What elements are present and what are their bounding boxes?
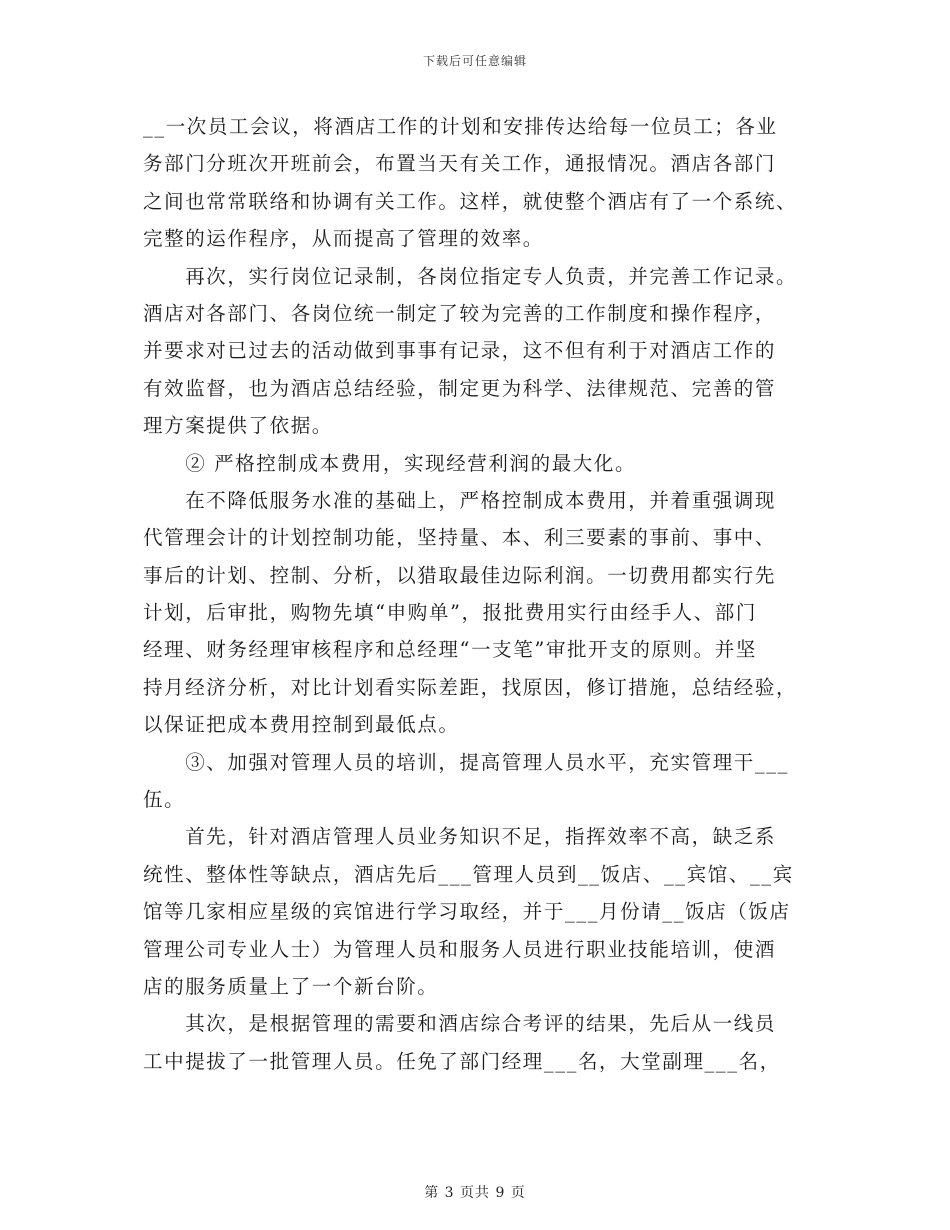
page-header-note: 下载后可任意编辑 xyxy=(422,54,527,68)
text-line: 理方案提供了依据。 xyxy=(143,414,333,438)
text-line: 工中提拔了一批管理人员。任免了部门经理___名，大堂副理___名， xyxy=(143,1049,781,1073)
text-line: 首先，针对酒店管理人员业务知识不足，指挥效率不高，缺乏系 xyxy=(143,825,777,849)
text-line: __一次员工会议，将酒店工作的计划和安排传达给每一位员工；各业 xyxy=(143,115,778,138)
text-line: 再次，实行岗位记录制，各岗位指定专人负责，并完善工作记录。 xyxy=(143,264,798,288)
text-line: 计划，后审批，购物先填“申购单”，报批费用实行由经手人、部门 xyxy=(143,601,757,625)
section-heading: ② 严格控制成本费用，实现经营利润的最大化。 xyxy=(143,451,637,475)
text-line: 务部门分班次开班前会，布置当天有关工作，通报情况。酒店各部门 xyxy=(143,152,777,176)
section-heading: ③、加强对管理人员的培训，提高管理人员水平，充实管理干___ xyxy=(143,750,789,774)
text-line: 酒店对各部门、各岗位统一制定了较为完善的工作制度和操作程序， xyxy=(143,301,777,325)
document-body xyxy=(143,108,815,1080)
text-line: 以保证把成本费用控制到最低点。 xyxy=(143,713,460,737)
text-line: 有效监督，也为酒店总结经验，制定更为科学、法律规范、完善的管 xyxy=(143,376,777,400)
text-line: 店的服务质量上了一个新台阶。 xyxy=(143,974,439,998)
text-line: 馆等几家相应星级的宾馆进行学习取经，并于___月份请__饭店（饭店 xyxy=(143,900,791,924)
text-line: 伍。 xyxy=(143,788,186,812)
text-line: 经理、财务经理审核程序和总经理“一支笔”审批开支的原则。并坚 xyxy=(143,638,757,662)
text-line: 持月经济分析，对比计划看实际差距，找原因，修订措施，总结经验， xyxy=(143,675,798,699)
text-line: 管理公司专业人士）为管理人员和服务人员进行职业技能培训，使酒 xyxy=(143,937,777,961)
text-line: 在不降低服务水准的基础上，严格控制成本费用，并着重强调现 xyxy=(143,488,777,512)
text-line: 并要求对已过去的活动做到事事有记录，这不但有利于对酒店工作的 xyxy=(143,339,777,363)
text-line: 之间也常常联络和协调有关工作。这样，就使整个酒店有了一个系统、 xyxy=(143,189,798,213)
text-line: 其次，是根据管理的需要和酒店综合考评的结果，先后从一线员 xyxy=(143,1012,777,1036)
page-number: 第 3 页共 9 页 xyxy=(424,1185,526,1201)
text-line: 统性、整体性等缺点，酒店先后___管理人员到__饭店、__宾馆、__宾 xyxy=(143,862,794,886)
text-line: 事后的计划、控制、分析，以猎取最佳边际利润。一切费用都实行先 xyxy=(143,563,777,587)
text-line: 完整的运作程序，从而提高了管理的效率。 xyxy=(143,227,544,251)
text-line: 代管理会计的计划控制功能，坚持量、本、利三要素的事前、事中、 xyxy=(143,526,777,550)
